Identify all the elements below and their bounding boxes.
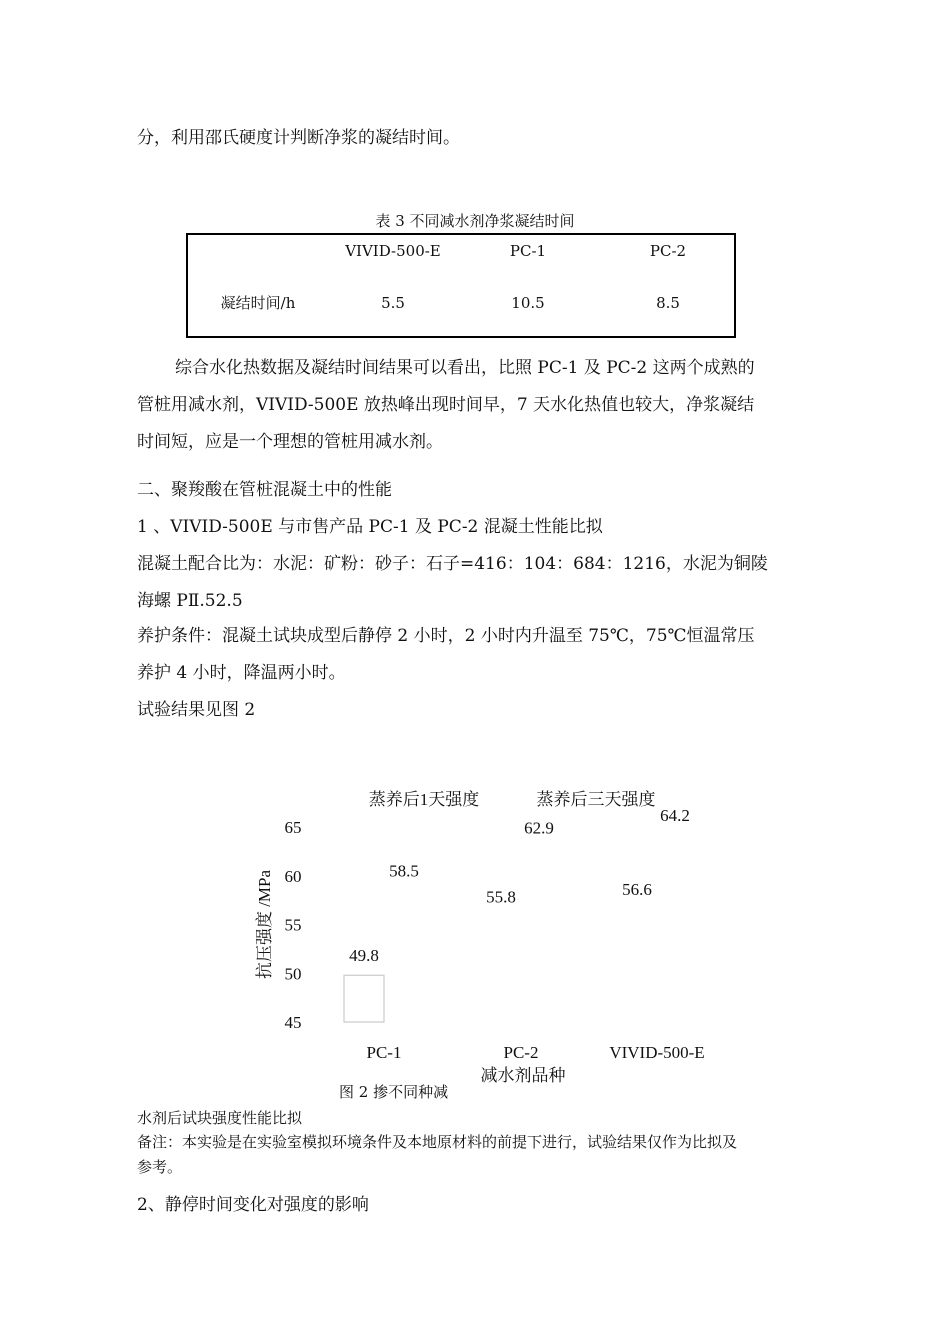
y-tick-label-0: 45: [284, 1013, 302, 1032]
curing-line-2: 养护 4 小时，降温两小时。: [137, 663, 346, 683]
y-tick-label-2: 55: [284, 915, 302, 935]
table-header-pc1: PC-1: [509, 242, 547, 260]
summary-line-3: 时间短，应是一个理想的管桩用减水剂。: [137, 432, 443, 452]
data-label-series-1-0: 49.8: [349, 946, 379, 966]
figure-caption-part2: 水剂后试块强度性能比拟: [137, 1109, 303, 1127]
section-heading: 二、聚羧酸在管桩混凝土中的性能: [137, 480, 392, 500]
setting-time-table: [186, 233, 736, 338]
paragraph-intro-end: 分，利用邵氏硬度计判断净浆的凝结时间。: [137, 128, 460, 148]
legend-series-1: 蒸养后1天强度: [368, 790, 480, 809]
x-category-label-2: VIVID-500-E: [609, 1043, 705, 1062]
summary-line-2: 管桩用减水剂，VIVID-500E 放热峰出现时间早，7 天水化热值也较大，净浆凝结: [137, 395, 755, 415]
table-row-label: 凝结时间/h: [220, 294, 296, 312]
summary-line-1: 综合水化热数据及凝结时间结果可以看出，比照 PC-1 及 PC-2 这两个成熟的: [175, 358, 755, 378]
data-label-series-2-0: 58.5: [389, 861, 419, 881]
x-category-label-0: PC-1: [366, 1043, 402, 1062]
note-line-2: 参考。: [137, 1158, 183, 1176]
data-label-series-1-2: 56.6: [622, 879, 652, 899]
data-label-series-1-1: 55.8: [486, 887, 516, 907]
y-tick-label-4: 65: [284, 818, 302, 837]
data-label-series-2-1: 62.9: [524, 818, 554, 838]
strength-chart: [240, 780, 720, 1090]
legend-series-2: 蒸养后三天强度: [536, 790, 656, 809]
table-caption: 表 3 不同减水剂净浆凝结时间: [375, 212, 575, 230]
table-cell-pc1: 10.5: [511, 294, 545, 312]
curing-line-1: 养护条件：混凝土试块成型后静停 2 小时，2 小时内升温至 75℃，75℃恒温常压: [137, 626, 755, 646]
mix-ratio-line-2: 海螺 PⅡ.52.5: [137, 591, 243, 611]
table-header-pc2: PC-2: [649, 242, 687, 260]
y-tick-label-1: 50: [284, 964, 302, 984]
y-axis-label: 抗压强度 /MPa: [255, 869, 274, 980]
x-axis-label: 减水剂品种: [480, 1066, 566, 1085]
table-cell-pc2: 8.5: [656, 294, 680, 312]
table-cell-vivid: 5.5: [381, 294, 405, 312]
subsection-heading-2: 2、静停时间变化对强度的影响: [137, 1195, 369, 1215]
note-line-1: 备注：本实验是在实验室模拟环境条件及本地原材料的前提下进行，试验结果仅作为比拟及: [137, 1133, 738, 1151]
mix-ratio-line-1: 混凝土配合比为：水泥：矿粉：砂子：石子=416：104：684：1216，水泥为铜陵: [137, 554, 768, 574]
data-label-series-2-2: 64.2: [660, 805, 690, 825]
figure-caption-part1: 图 2 掺不同种减: [339, 1083, 449, 1101]
subsection-heading-1: 1 、VIVID-500E 与市售产品 PC-1 及 PC-2 混凝土性能比拟: [137, 517, 603, 537]
results-reference: 试验结果见图 2: [137, 700, 256, 720]
y-tick-label-3: 60: [284, 866, 302, 886]
bar-series-1-0: [344, 975, 384, 1022]
x-category-label-1: PC-2: [503, 1043, 539, 1062]
table-header-vivid: VIVID-500-E: [345, 242, 441, 260]
